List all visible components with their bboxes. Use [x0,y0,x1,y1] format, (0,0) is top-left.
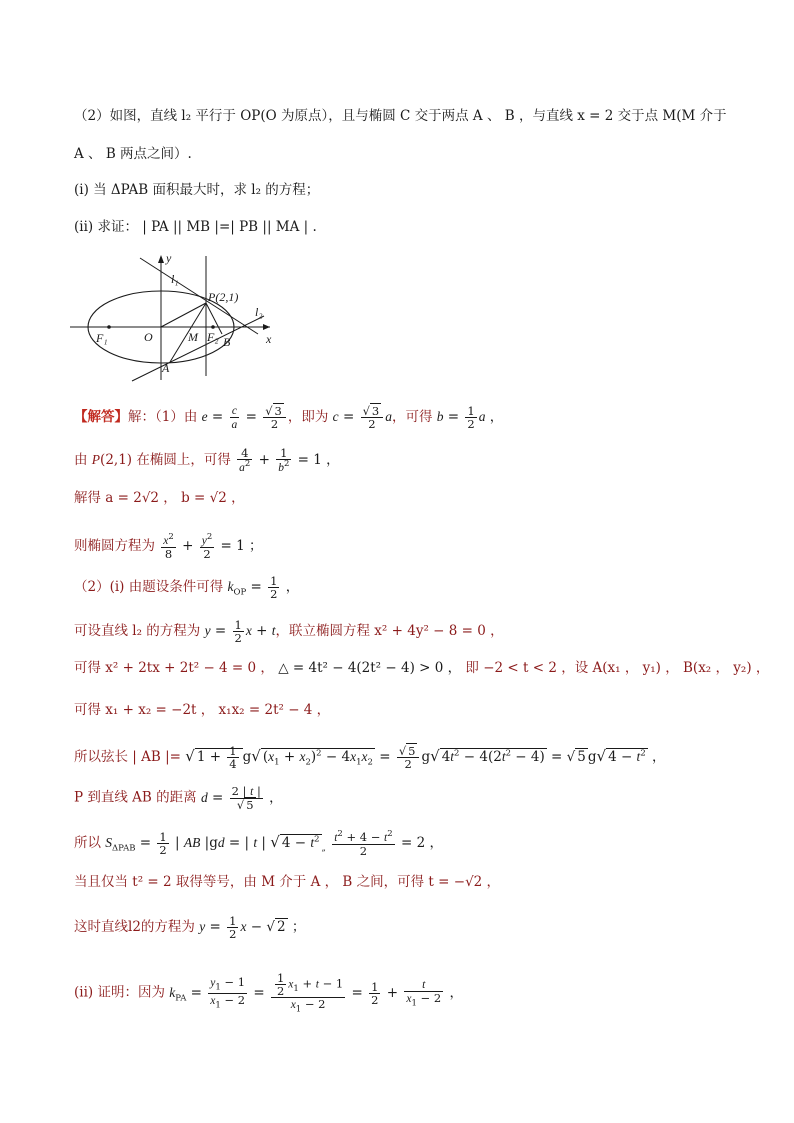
solution-line-11: 所以 $S_{\Delta PAB}$ = $\frac{1}{2}$ | AB |gd = | t | √ $4 - t^2_„$ $\frac{t^2 + 4 - t^2}{2}$ = 2 ， [74,829,443,858]
solution-line-6: 可设直线 l₂ 的方程为 y = $\frac{1}{2}$ x + t，联立椭圆方程 x² + 4y² − 8 = 0 ， [74,618,504,646]
label-b: B [223,335,231,349]
problem-part2-line1: （2）如图，直线 l₂ 平行于 OP(O 为原点），且与椭圆 C 交于两点 A 、 B ，与直线 x = 2 交于点 M(M 介于 [74,108,727,124]
focus-f1 [107,325,111,329]
label-p: P(2,1) [208,290,239,304]
solution-tag: 【解答】 [74,409,128,426]
solution-line-10: P 到直线 AB 的距离 d = $\frac{2 | t |}{√ 5}$ ， [74,784,283,813]
problem-sub-ii: (ii) 求证： | PA || MB |=| PB || MA | . [74,219,317,235]
solution-line-4: 则椭圆方程为 $\frac{x^2}{8}$ + $\frac{y^2}{2}$ = 1 ； [74,532,263,561]
label-m: M [188,330,198,344]
line-l2 [132,316,264,381]
solution-line-3: 解得 a = 2√2 ， b = √2 ， [74,490,245,506]
problem-part2-line2: A 、 B 两点之间）. [74,146,192,162]
label-x: x [266,332,272,346]
x-axis-arrow [263,324,270,330]
y-axis-arrow [158,255,164,263]
solution-line-2: 由 P(2,1) 在椭圆上，可得 $\frac{4}{a^2}$ + $\frac{1}{b^2}$ = 1 ， [74,446,340,474]
solution-line-1: 【解答】解：（1）由 e = $\frac{c}{a}$ = $\frac{√ 3}{2}$ ，即为 c = $\frac{√ 3}{2}$ a，可得 b = $\frac{1}{2}$ a ， [74,404,504,432]
problem-sub-i: (i) 当 ΔPAB 面积最大时，求 l₂ 的方程； [74,182,320,198]
label-y: y [166,251,172,265]
solution-jie: 解： [128,409,155,426]
label-f2: F₂ [207,330,219,344]
solution-line-8: 可得 x₁ + x₂ = −2t ， x₁x₂ = 2t² − 4 ， [74,702,331,718]
solution-line-13: 这时直线l2的方程为 y = $\frac{1}{2}$ x − √ 2 ； [74,914,306,942]
solution-line-5: （2）(i) 由题设条件可得 $k_{OP}$ = $\frac{1}{2}$ ， [74,574,300,602]
line-l1 [140,258,258,334]
ellipse-figure [68,246,290,384]
solution-line-14: (ii) 证明：因为 $k_{PA}$ = $\frac{y_1 - 1}{x_1 - 2}$ = $\frac{1}{2}$ $x_1 + t - 1$ $x_1 - 2$ = $\frac{1}{2}$ + $\frac{t}{x_1 - 2}$ ， [74,971,463,1015]
label-f1: F₁ [96,331,108,345]
solution-line-12: 当且仅当 t² = 2 取得等号，由 M 介于 A ， B 之间，可得 t = −√2 ， [74,874,501,890]
label-a: A [162,361,170,375]
label-l1: l₁ [171,272,179,286]
solution-line-7: 可得 x² + 2tx + 2t² − 4 = 0 ， △ = 4t² − 4(2t² − 4) > 0 ， 即 −2 < t < 2 ，设 A(x₁ ， y₁) ， B(x₂ ， y₂) ， [74,660,770,676]
solution-line-9: 所以弦长 | AB |= √ 1 + $\frac{1}{4}$ g√ $(x_1 + x_2)^2 - 4x_1x_2$ = $\frac{√ 5}{2}$ g√ $4t^2 - 4(2t^2 - 4)$ = √ 5 g√ $4 - t^2$ ， [74,744,666,772]
label-l2: l₂ [255,305,263,319]
label-o: O [144,330,153,344]
focus-f2 [211,325,215,329]
